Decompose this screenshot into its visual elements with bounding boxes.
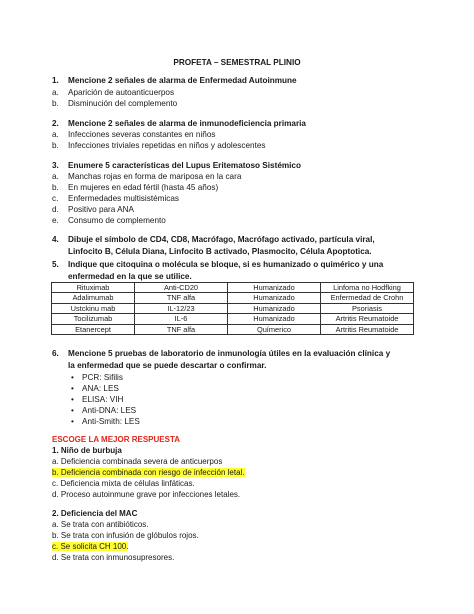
question-text: Mencione 2 señales de alarma de inmunodeficiencia primaria <box>68 119 306 128</box>
table-cell: Humanizado <box>228 314 321 324</box>
question-number: 5. <box>52 260 59 269</box>
table-row <box>52 324 414 334</box>
table-cell: IL-12/23 <box>135 303 228 313</box>
table-cell: Tocilizumab <box>52 314 135 324</box>
question-number: 3. <box>52 161 59 170</box>
section-heading: ESCOGE LA MEJOR RESPUESTA <box>52 435 181 444</box>
table-cell: Etanercept <box>52 324 135 334</box>
question-6 <box>52 348 397 371</box>
table-row <box>52 314 414 324</box>
mc-option: a. Deficiencia combinada severa de anticuerpos <box>52 457 223 466</box>
question-number: 6. <box>52 349 59 358</box>
mc-option-highlighted: c. Se solicita CH 100. <box>52 542 129 551</box>
antibody-table <box>51 282 414 335</box>
table-cell: Artritis Reumatoide <box>321 324 414 334</box>
question-text: Mencione 5 pruebas de laboratorio de inmunología útiles en la evaluación clínica y la enfermedad que se puede descartar o confirmar. <box>68 349 391 370</box>
table-cell: Químerico <box>228 324 321 334</box>
mc-question-2-title: 2. Deficiencia del MAC <box>52 509 138 518</box>
bullet-icon: • <box>71 395 74 404</box>
question-text: Indique que citoquina o molécula se bloque, si es humanizado o quimérico y una enfermedad en la que se utilice. <box>68 260 384 281</box>
question-2 <box>52 118 397 130</box>
question-number: 2. <box>52 119 59 128</box>
table-cell: Humanizado <box>228 293 321 303</box>
question-text: Mencione 2 señales de alarma de Enfermedad Autoinmune <box>68 76 297 85</box>
table-cell: TNF alfa <box>135 324 228 334</box>
mc-option: b. Se trata con infusión de glóbulos rojos. <box>52 531 199 540</box>
bullet-icon: • <box>71 406 74 415</box>
table-cell: Artritis Reumatoide <box>321 314 414 324</box>
table-cell: TNF alfa <box>135 293 228 303</box>
table-cell: Ustckinu mab <box>52 303 135 313</box>
table-cell: Linfoma no Hodfking <box>321 283 414 293</box>
table-row <box>52 293 414 303</box>
table-cell: Humanizado <box>228 283 321 293</box>
bullet-icon: • <box>71 417 74 426</box>
table-cell: Humanizado <box>228 303 321 313</box>
bullet-icon: • <box>71 373 74 382</box>
mc-question-1-title: 1. Niño de burbuja <box>52 446 122 455</box>
table-row <box>52 303 414 313</box>
table-cell: Enfermedad de Crohn <box>321 293 414 303</box>
question-text: Dibuje el símbolo de CD4, CD8, Macrófago, Macrófago activado, partícula viral, Linfocito B, Célula Diana, Linfocito B activado, Plasmocito, Célula Apoptotica. <box>68 235 375 256</box>
mc-option: d. Proceso autoinmune grave por infecciones letales. <box>52 490 241 499</box>
table-cell: Anti-CD20 <box>135 283 228 293</box>
table-cell: Psoriasis <box>321 303 414 313</box>
question-3 <box>52 160 397 172</box>
table-cell: Rituximab <box>52 283 135 293</box>
page-title: PROFETA – SEMESTRAL PLINIO <box>173 58 301 67</box>
document-page: PROFETA – SEMESTRAL PLINIO 1. Mencione 2 señales de alarma de Enfermedad Autoinmune a. Aparición de autoanticuerpos b. Disminución del complemento 2. Mencione 2 señales de alarma de inmunodeficiencia primaria a. Infecciones severas constantes en niños b. Infecciones triviales repetidas en niños y adolescentes 3. Enumere 5 características del Lupus Eritematoso Sistémico a. Manchas rojas en forma de mariposa en la cara b. En mujeres en edad fértil (hasta 45 años) c. Enfermedades multisistémicas d. Positivo para ANA e. Consumo de complemento 4. Dibuje el símbolo de CD4, CD8, Macrófago, Macrófago activado, partícula viral, Linfocito B, Célula Diana, Linfocito B activado, Plasmocito, Célula Apoptotica. 5. Indique que citoquina o molécula se bloque, si es humanizado o quimérico y una enfermedad en la que se utilice. Rituximab Anti-CD20 Humanizado Linfoma no Hodfking Adalimumab TNF alfa Humanizado Enfermedad de Crohn Ustckinu mab IL-12/23 Humanizado Psoriasis Tocilizumab IL-6 Humanizado Artritis Reumatoide Etanercept TNF alfa Químerico Artritis Reumatoide 6. Mencione 5 pruebas de laboratorio de inmunología útiles en la evaluación clínica y la enfermedad que se puede descartar o confirmar. • PCR: Sifilis • ANA: LES • ELISA: VIH • Anti-DNA: LES • Anti-Smith: LES ESCOGE LA MEJOR RESPUESTA 1. Niño de burbuja a. Deficiencia combinada severa de anticuerpos b. Deficiencia combinada con riesgo de infección letal. c. Deficiencia mixta de células linfáticas. d. Proceso autoinmune grave por infecciones letales. 2. Deficiencia del MAC a. Se trata con antibióticos. b. Se trata con infusión de glóbulos rojos. c. Se solicita CH 100. d. Se trata con inmunosupresores. <box>0 0 474 614</box>
table-row <box>52 283 414 293</box>
mc-option: d. Se trata con inmunosupresores. <box>52 553 175 562</box>
question-text: Enumere 5 características del Lupus Eritematoso Sistémico <box>68 161 301 170</box>
table-cell: IL-6 <box>135 314 228 324</box>
table-cell: Adalimumab <box>52 293 135 303</box>
question-number: 4. <box>52 235 59 244</box>
mc-option: c. Deficiencia mixta de células linfáticas. <box>52 479 195 488</box>
mc-option: a. Se trata con antibióticos. <box>52 520 149 529</box>
mc-option-highlighted: b. Deficiencia combinada con riesgo de infección letal. <box>52 468 245 477</box>
question-4 <box>52 234 397 257</box>
question-number: 1. <box>52 76 59 85</box>
bullet-icon: • <box>71 384 74 393</box>
question-5 <box>52 259 397 282</box>
question-1 <box>52 75 397 87</box>
